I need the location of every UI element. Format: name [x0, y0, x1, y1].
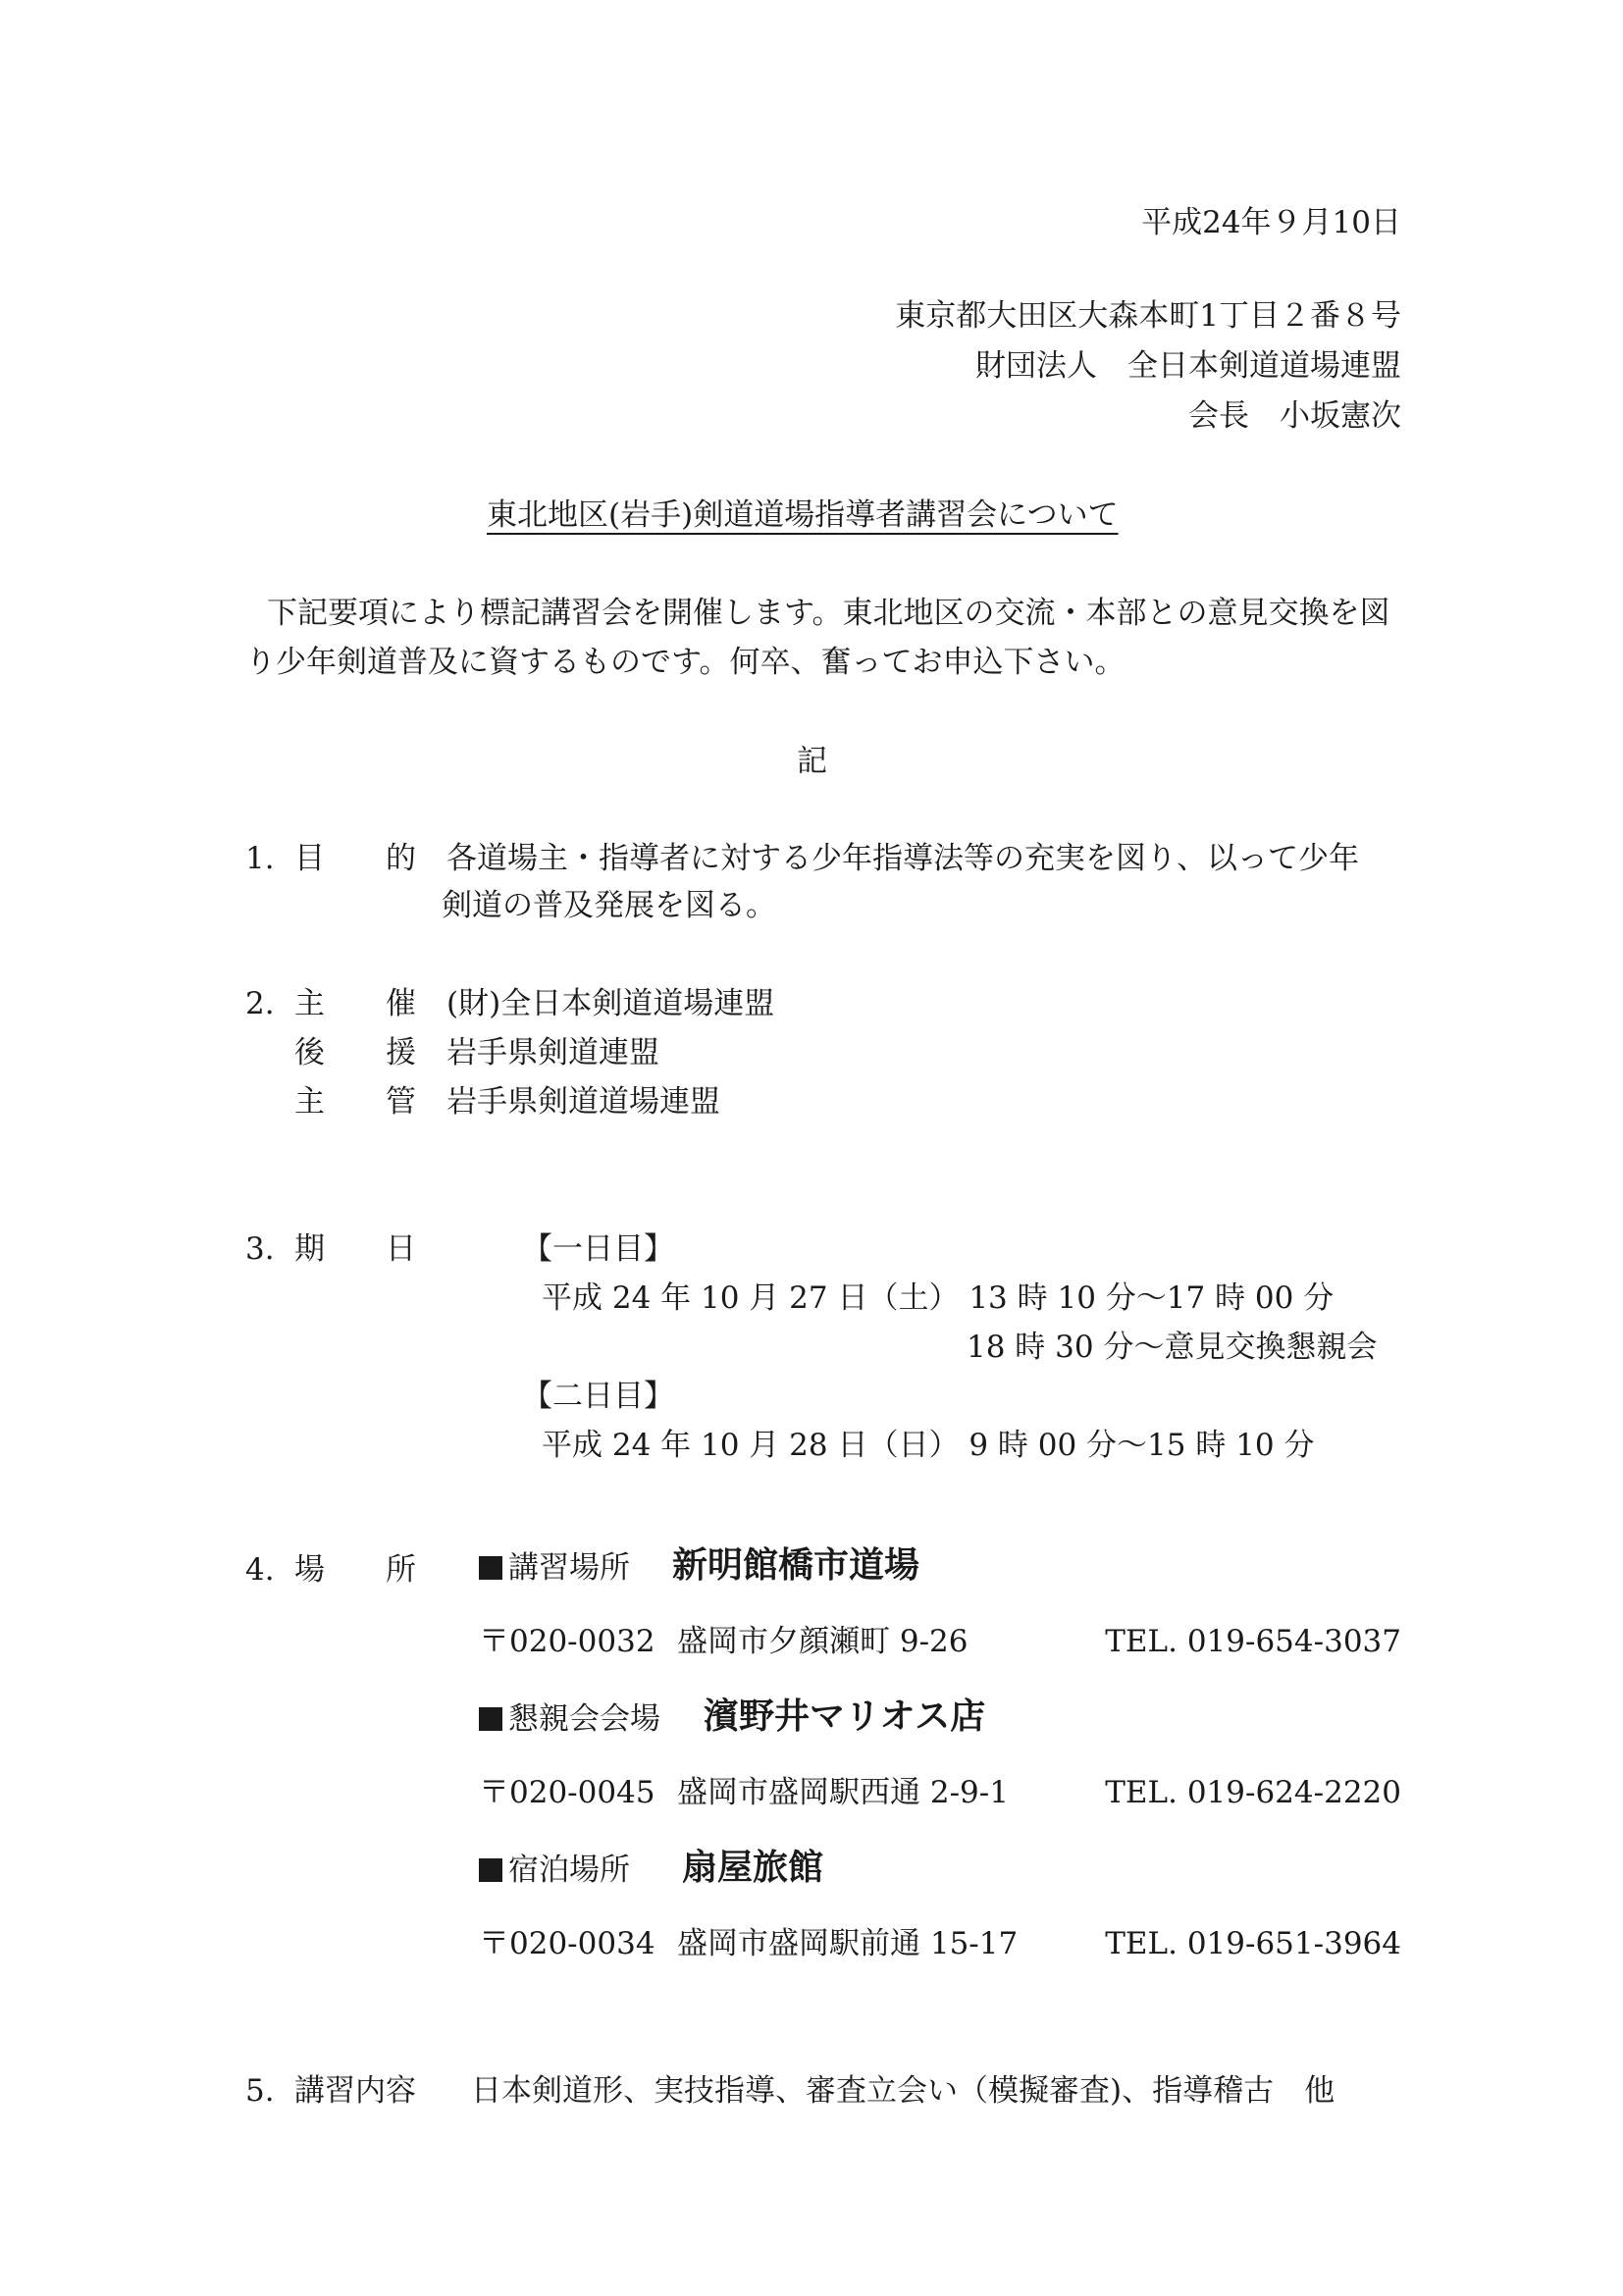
venue-tel-lecture: TEL. 019-654-3037: [1105, 1624, 1401, 1659]
section-5-number: 5.: [245, 2073, 275, 2109]
venue-name-reception: 濱野井マリオス店: [704, 1696, 986, 1737]
venue-postal-lodging: 〒020-0034: [479, 1926, 655, 1961]
venue-heading-lodging: [479, 1851, 630, 1890]
sender-president: 会長 小坂憲次: [1188, 398, 1401, 434]
section-1-line-2: 剣道の普及発展を図る。: [442, 888, 776, 923]
document-date: 平成24年９月10日: [1141, 205, 1401, 240]
document-title: 東北地区(岩手)剣道道場指導者講習会について: [487, 497, 1119, 533]
venue-address-lecture: 盛岡市夕顔瀬町 9-26: [677, 1624, 969, 1659]
venue-tel-reception: TEL. 019-624-2220: [1105, 1775, 1401, 1810]
venue-address-reception: 盛岡市盛岡駅西通 2-9-1: [677, 1775, 1009, 1810]
section-2-number: 2.: [245, 986, 275, 1021]
venue-heading-lodging-label: 宿泊場所: [508, 1852, 630, 1888]
venue-tel-lodging: TEL. 019-651-3964: [1105, 1926, 1401, 1961]
section-1-number: 1.: [245, 841, 275, 876]
square-bullet-icon: [479, 1556, 502, 1580]
ki-heading: 記: [797, 744, 827, 779]
day-1-evening: 18 時 30 分～意見交換懇親会: [967, 1330, 1378, 1365]
day-1-schedule: 平成 24 年 10 月 27 日（土） 13 時 10 分～17 時 00 分: [542, 1280, 1335, 1316]
section-3-label: 期 日: [294, 1231, 416, 1267]
sender-address: 東京都大田区大森本町1丁目２番８号: [895, 298, 1401, 334]
venue-heading-reception: [479, 1699, 660, 1739]
section-2-value-host: 岩手県剣道道場連盟: [446, 1084, 720, 1120]
intro-line-2: り少年剣道普及に資するものです。何卒、奮ってお申込下さい。: [245, 645, 1126, 680]
day-2-heading: 【二日目】: [522, 1379, 674, 1414]
section-3-number: 3.: [245, 1231, 275, 1267]
section-1-line-1: 各道場主・指導者に対する少年指導法等の充実を図り、以って少年: [446, 841, 1359, 876]
section-2-label-support: 後 援: [294, 1035, 416, 1070]
intro-line-1: 下記要項により標記講習会を開催します。東北地区の交流・本部との意見交換を図: [267, 596, 1390, 631]
sender-organization: 財団法人 全日本剣道道場連盟: [975, 348, 1401, 384]
section-2-value-support: 岩手県剣道連盟: [446, 1035, 659, 1070]
venue-heading-lecture: [479, 1548, 630, 1588]
section-5-value: 日本剣道形、実技指導、審査立会い（模擬審査)、指導稽古 他: [471, 2073, 1335, 2109]
section-4-number: 4.: [245, 1552, 275, 1588]
venue-postal-reception: 〒020-0045: [479, 1775, 655, 1810]
venue-name-lecture: 新明館橋市道場: [672, 1544, 920, 1586]
section-5-label: 講習内容: [294, 2073, 416, 2109]
section-2-value-organizer: (財)全日本剣道道場連盟: [446, 986, 775, 1021]
venue-heading-reception-label: 懇親会会場: [508, 1701, 660, 1737]
venue-heading-lecture-label: 講習場所: [508, 1550, 630, 1586]
section-4-label: 場 所: [294, 1552, 416, 1588]
square-bullet-icon: [479, 1858, 502, 1882]
section-1-label: 目 的: [294, 841, 416, 876]
day-2-schedule: 平成 24 年 10 月 28 日（日） 9 時 00 分～15 時 10 分: [542, 1428, 1315, 1463]
venue-postal-lecture: 〒020-0032: [479, 1624, 655, 1659]
section-2-label-organizer: 主 催: [294, 986, 416, 1021]
venue-name-lodging: 扇屋旅館: [682, 1847, 824, 1888]
venue-address-lodging: 盛岡市盛岡駅前通 15-17: [677, 1926, 1019, 1961]
section-2-label-host: 主 管: [294, 1084, 416, 1120]
day-1-heading: 【一日目】: [522, 1231, 674, 1267]
square-bullet-icon: [479, 1707, 502, 1731]
